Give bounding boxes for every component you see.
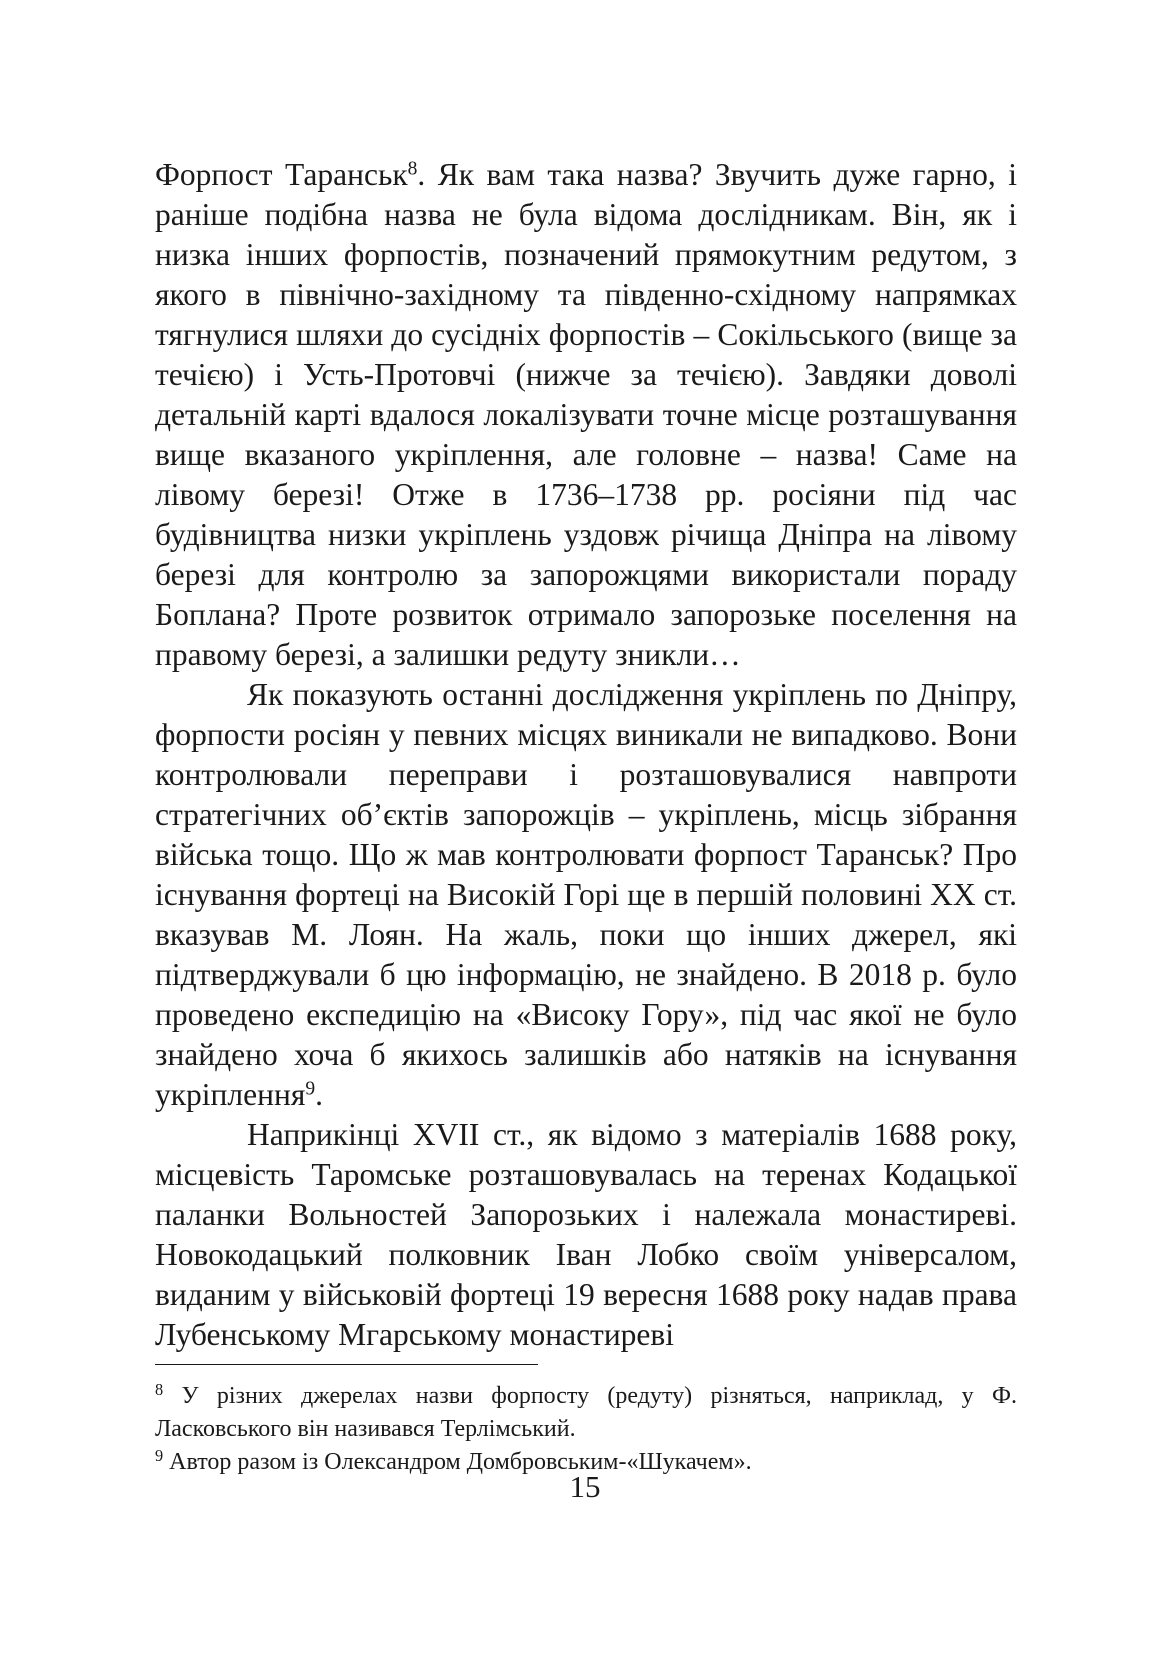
footnote-text: Автор разом із Олександром Домбровським-«Шукачем». <box>163 1449 752 1475</box>
footnote <box>155 1380 1017 1446</box>
footnote-marker: 9 <box>155 1445 164 1465</box>
footnote-ref: 8 <box>407 158 418 180</box>
footnote-marker: 8 <box>155 1379 164 1399</box>
text-run: . <box>315 1077 323 1112</box>
footnote-text: У різних джерелах назви форпосту (редуту) різняться, наприклад, у Ф. Ласковського він називався Терлімський. <box>155 1383 1017 1442</box>
text-run: . Як вам така назва? Звучить дуже гарно, і раніше подібна назва не була відома дослідникам. Він, як і низка інших форпостів, позначений прямокутним редутом, з якого в північно-західному та південно-східному напрямках тягнулися шляхи до сусідніх форпостів – Сокільського (вище за течією) і Усть-Протовчі (нижче за течією). Завдяки доволі детальній карті вдалося локалізувати точне місце розташування вище вказаного укріплення, але головне – назва! Саме на лівому березі! Отже в 1736–1738 рр. росіяни під час будівництва низки укріплень уздовж річища Дніпра на лівому березі для контролю за запорожцями використали пораду Боплана? Проте розвиток отримало запорозьке поселення на правому березі, а залишки редуту зникли… <box>155 157 1017 672</box>
footnotes <box>155 1380 1017 1479</box>
body-text <box>155 155 1017 1355</box>
text-run: Форпост Таранськ <box>155 157 408 192</box>
text-run: Наприкінці XVII ст., як відомо з матеріалів 1688 року, місцевість Таромське розташовувалась на теренах Кодацької паланки Вольностей Запорозьких і належала монастиреві. Новокодацький полковник Іван Лобко своїм універсалом, виданим у військовій фортеці 19 вересня 1688 року надав права Лубенському Мгарському монастиреві <box>155 1117 1017 1352</box>
paragraph <box>155 675 1017 1115</box>
text-run: Як показують останні дослідження укріплень по Дніпру, форпости росіян у певних місцях виникали не випадково. Вони контролювали переправи і розташовувалися навпроти стратегічних об’єктів запорожців – укріплень, місць зібрання війська тощо. Що ж мав контролювати форпост Таранськ? Про існування фортеці на Високій Горі ще в першій половині ХХ ст. вказував М. Лоян. На жаль, поки що інших джерел, які підтверджували б цю інформацію, не знайдено. В 2018 р. було проведено експедицію на «Високу Гору», під час якої не було знайдено хоча б якихось залишків або натяків на існування укріплення <box>155 677 1017 1112</box>
page-number: 15 <box>569 1469 601 1504</box>
footnote-ref: 9 <box>305 1078 316 1100</box>
footnote-separator <box>155 1364 538 1365</box>
paragraph <box>155 1115 1017 1355</box>
paragraph <box>155 155 1017 675</box>
